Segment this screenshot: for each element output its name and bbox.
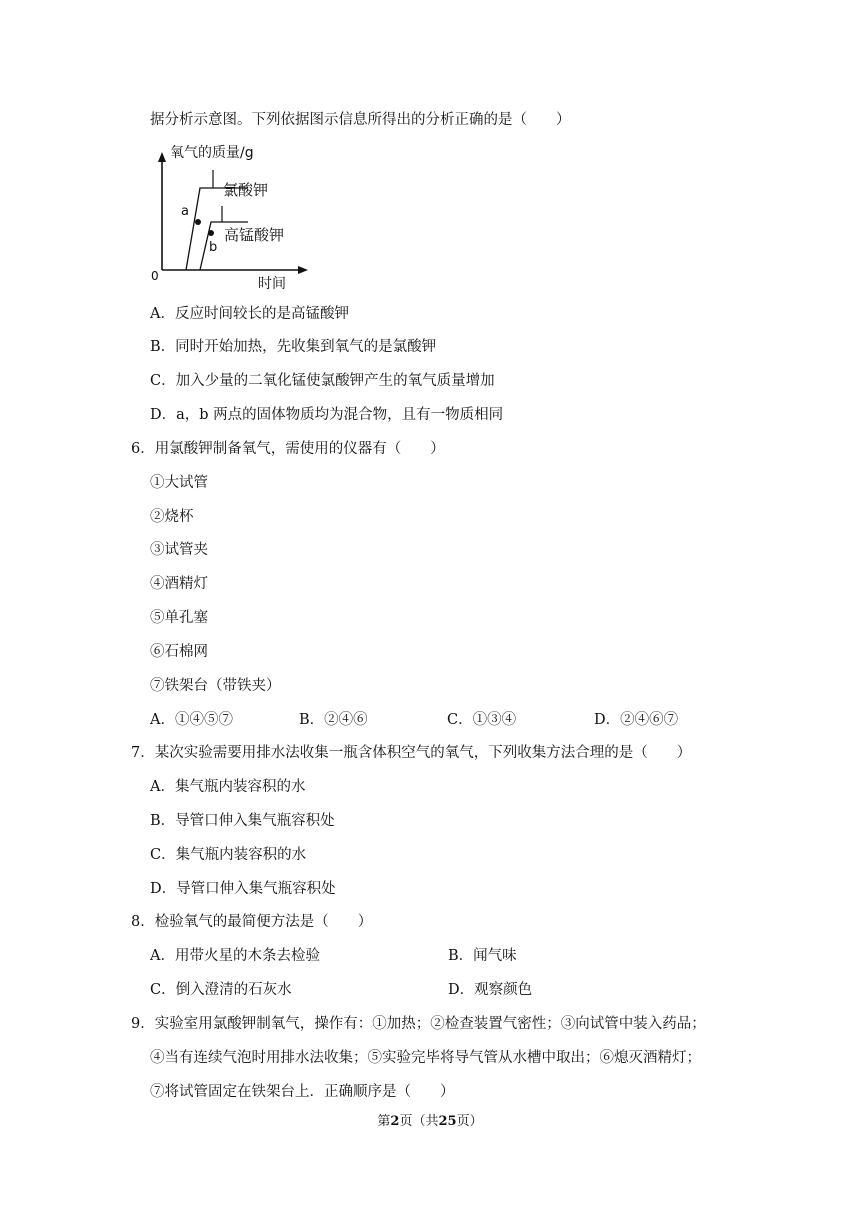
q5-option-a: A．反应时间较长的是高锰酸钾 [150,306,349,322]
q8-options-row2 [0,980,860,1000]
q7-option-d: D．导管口伸入集气瓶容积处 [150,881,336,897]
q6-options [0,710,860,730]
x-axis-label: 时间 [258,276,286,292]
x-axis-arrow [298,266,308,274]
q7-stem: 7．某次实验需要用排水法收集一瓶含体积空气的氧气，下列收集方法合理的是（ ） [131,745,692,761]
q6-item-1: ①大试管 [150,475,208,491]
oxygen-mass-time-graph [150,140,320,295]
point-a [195,219,201,225]
q5-option-d: D．a，b 两点的固体物质均为混合物，且有一物质相同 [150,407,504,423]
q6-item-5: ⑤单孔塞 [150,610,208,626]
q7-option-b: B．导管口伸入集气瓶容积处 [150,813,335,829]
origin-label: 0 [151,269,159,283]
q8-options-row1 [0,946,860,966]
q6-option-d: D．②④⑥⑦ [594,712,679,728]
q6-option-b: B．②④⑥ [299,712,368,728]
footer-suffix: 页） [456,1114,483,1129]
q7-option-c: C．集气瓶内装容积的水 [150,847,307,863]
kmno4-label: 高锰酸钾 [224,226,285,244]
q8-option-b: B．闻气味 [448,948,517,964]
y-axis-arrow [158,152,166,162]
q6-item-3: ③试管夹 [150,542,208,558]
footer-mid: 页（共 [399,1114,439,1129]
q6-item-6: ⑥石棉网 [150,644,208,660]
q5-intro: 据分析示意图。下列依据图示信息所得出的分析正确的是（ ） [150,112,571,128]
q6-item-4: ④酒精灯 [150,576,208,592]
q6-option-c: C．①③④ [447,712,517,728]
q8-option-c: C．倒入澄清的石灰水 [150,982,292,998]
q6-stem: 6．用氯酸钾制备氧气，需使用的仪器有（ ） [131,441,445,457]
q5-option-b: B．同时开始加热，先收集到氧气的是氯酸钾 [150,339,437,355]
q8-option-d: D．观察颜色 [448,982,533,998]
point-a-label: a [181,204,189,219]
footer-page-number: 2 [390,1114,400,1129]
page-footer [0,1110,860,1129]
q7-option-a: A．集气瓶内装容积的水 [150,779,306,795]
q9-line-2: ④当有连续气泡时用排水法收集；⑤实验完毕将导气管从水槽中取出；⑥熄灭酒精灯； [150,1050,701,1066]
q8-option-a: A．用带火星的木条去检验 [150,948,320,964]
q6-option-a: A．①④⑤⑦ [150,712,233,728]
footer-prefix: 第 [377,1114,391,1129]
q9-line-1: 9．实验室用氯酸钾制氧气，操作有：①加热；②检查装置气密性；③向试管中装入药品； [131,1016,706,1032]
q9-line-3: ⑦将试管固定在铁架台上．正确顺序是（ ） [150,1084,455,1100]
kclo3-label: 氯酸钾 [223,181,269,199]
q5-option-c: C．加入少量的二氧化锰使氯酸钾产生的氧气质量增加 [150,373,495,389]
point-b [208,230,214,236]
point-b-label: b [209,240,218,255]
q8-stem: 8．检验氧气的最简便方法是（ ） [131,914,373,930]
footer-total-pages: 25 [438,1114,457,1129]
y-axis-label: 氧气的质量/g [170,145,254,161]
q6-item-2: ②烧杯 [150,509,194,525]
q6-item-7: ⑦铁架台（带铁夹） [150,678,281,694]
